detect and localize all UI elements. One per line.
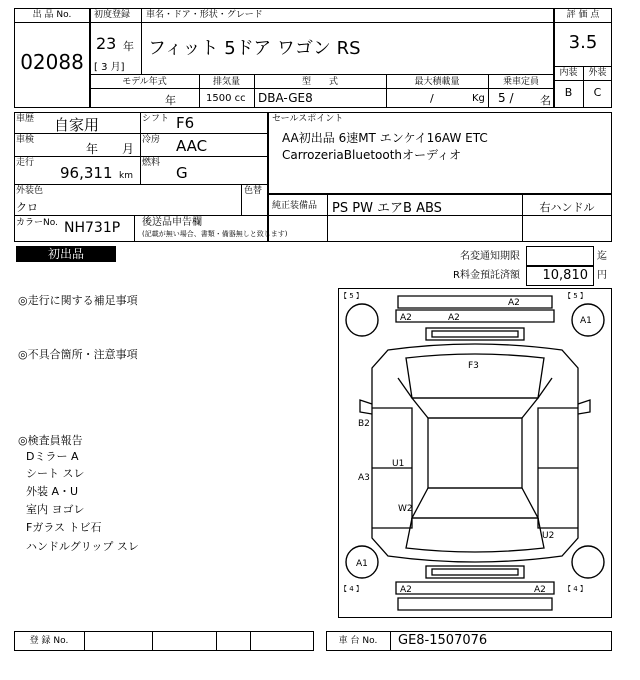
damage-mark: A1 (580, 316, 592, 326)
car-name: フィット 5ドア ワゴン RS (148, 38, 361, 59)
aftermarket-note: (記載が無い場合、書類・備器無しと致します) (142, 230, 288, 238)
report-line: 室内 ヨゴレ (26, 503, 85, 516)
mileage-unit: km (119, 171, 133, 181)
interior-label: 内装 (559, 68, 578, 78)
outer-color-label: 外装色 (16, 186, 44, 196)
model-code: DBA-GE8 (258, 91, 313, 105)
score: 3.5 (568, 32, 598, 53)
color-number-label: カラーNo. (16, 218, 58, 228)
fuel: G (176, 164, 188, 182)
interior-grade: B (564, 86, 573, 99)
damage-mark: U1 (392, 459, 405, 469)
first-listing-badge: 初出品 (16, 246, 116, 262)
damage-mark: A3 (358, 473, 370, 483)
tire-rear-right-tread: 【 4 】 (564, 585, 587, 593)
aircon-label: 冷房 (142, 135, 161, 145)
registration-number-label: 登 録 No. (29, 636, 69, 646)
damage-mark: A2 (534, 585, 546, 595)
aircon: AAC (176, 137, 208, 155)
equipment-label: 純正装備品 (272, 201, 318, 211)
damage-mark: A2 (508, 298, 520, 308)
shift: F6 (176, 114, 195, 132)
history: 自家用 (54, 116, 100, 134)
registration-year-unit: 年 (123, 40, 134, 53)
chassis-number: GE8-1507076 (398, 633, 488, 648)
lot-number: 02088 (20, 50, 84, 74)
registration-month: [ 3 月] (94, 62, 125, 73)
damage-mark: A2 (448, 313, 460, 323)
damage-mark: F3 (468, 361, 479, 371)
model-year-label: モデル年式 (122, 77, 167, 87)
registration-year: 23 (96, 34, 117, 53)
title-change-deadline-label: 名変通知期限 (460, 251, 520, 262)
damage-mark: W2 (398, 504, 413, 514)
sales-point-line1: AA初出品 6速MT エンケイ16AW ETC (282, 131, 488, 145)
damage-mark: A2 (400, 313, 412, 323)
damage-mark: A2 (400, 585, 412, 595)
chassis-number-label: 車 台 No. (338, 636, 378, 646)
title-change-deadline-field (526, 246, 594, 266)
driving-notes-heading: ◎走行に関する補足事項 (18, 294, 138, 307)
max-load-unit: Kg (472, 93, 485, 104)
recycle-fee-label: R料金預託済額 (453, 270, 520, 281)
report-line: シート スレ (26, 467, 85, 480)
repaint-label: 色替 (244, 186, 263, 196)
max-load: / (430, 92, 434, 105)
model-code-label: 型 式 (301, 77, 338, 87)
score-label: 評 価 点 (566, 10, 600, 20)
shift-label: シフト (142, 114, 170, 124)
inspection-year: 年 (86, 142, 99, 156)
model-year-unit: 年 (165, 94, 176, 107)
report-line: ハンドルグリップ スレ (26, 540, 139, 553)
inspection-month: 月 (122, 142, 135, 156)
damage-mark: A1 (356, 559, 368, 569)
damage-mark: U2 (542, 531, 555, 541)
max-load-label: 最大積載量 (414, 77, 460, 87)
report-line: 外装 A・U (26, 485, 79, 498)
inspection-label: 車検 (16, 135, 35, 145)
displacement-label: 排気量 (212, 77, 240, 87)
capacity: 5 / (498, 91, 514, 105)
inspector-report-heading: ◎検査員報告 (18, 434, 83, 447)
displacement: 1500 cc (206, 93, 246, 104)
exterior-label: 外装 (588, 68, 607, 78)
damage-mark: B2 (358, 419, 370, 429)
recycle-fee-amount: 10,810 (542, 268, 588, 283)
history-label: 車歴 (16, 114, 35, 124)
tire-rear-left-tread: 【 4 】 (340, 585, 363, 593)
color-number: NH731P (64, 220, 121, 236)
tire-front-left-tread: 【 5 】 (340, 292, 363, 300)
car-damage-diagram (338, 288, 612, 618)
first-registration-label: 初度登録 (94, 10, 131, 20)
capacity-label: 乗車定員 (502, 77, 539, 87)
sales-point-line2: CarrozeriaBluetoothオーディオ (282, 148, 462, 162)
sales-point-label: セールスポイント (272, 114, 344, 124)
lot-number-label: 出 品 No. (32, 10, 72, 20)
mileage-label: 走行 (16, 158, 35, 168)
exterior-grade: C (593, 86, 602, 99)
mileage: 96,311 (60, 164, 113, 182)
recycle-fee-unit: 円 (597, 270, 607, 281)
deadline-unit: 迄 (597, 251, 607, 262)
aftermarket-label: 後送品申告欄 (142, 217, 202, 228)
report-line: Dミラー A (26, 450, 79, 463)
tire-front-right-tread: 【 5 】 (564, 292, 587, 300)
fuel-label: 燃料 (142, 158, 161, 168)
car-name-label: 車名・ドア・形状・グレード (146, 10, 263, 20)
capacity-unit: 名 (540, 94, 551, 107)
defects-heading: ◎不具合箇所・注意事項 (18, 348, 138, 361)
equipment: PS PW エアB ABS (332, 201, 442, 216)
report-line: Fガラス トビ石 (26, 521, 102, 534)
outer-color: クロ (16, 201, 38, 214)
steering-side: 右ハンドル (539, 201, 595, 214)
